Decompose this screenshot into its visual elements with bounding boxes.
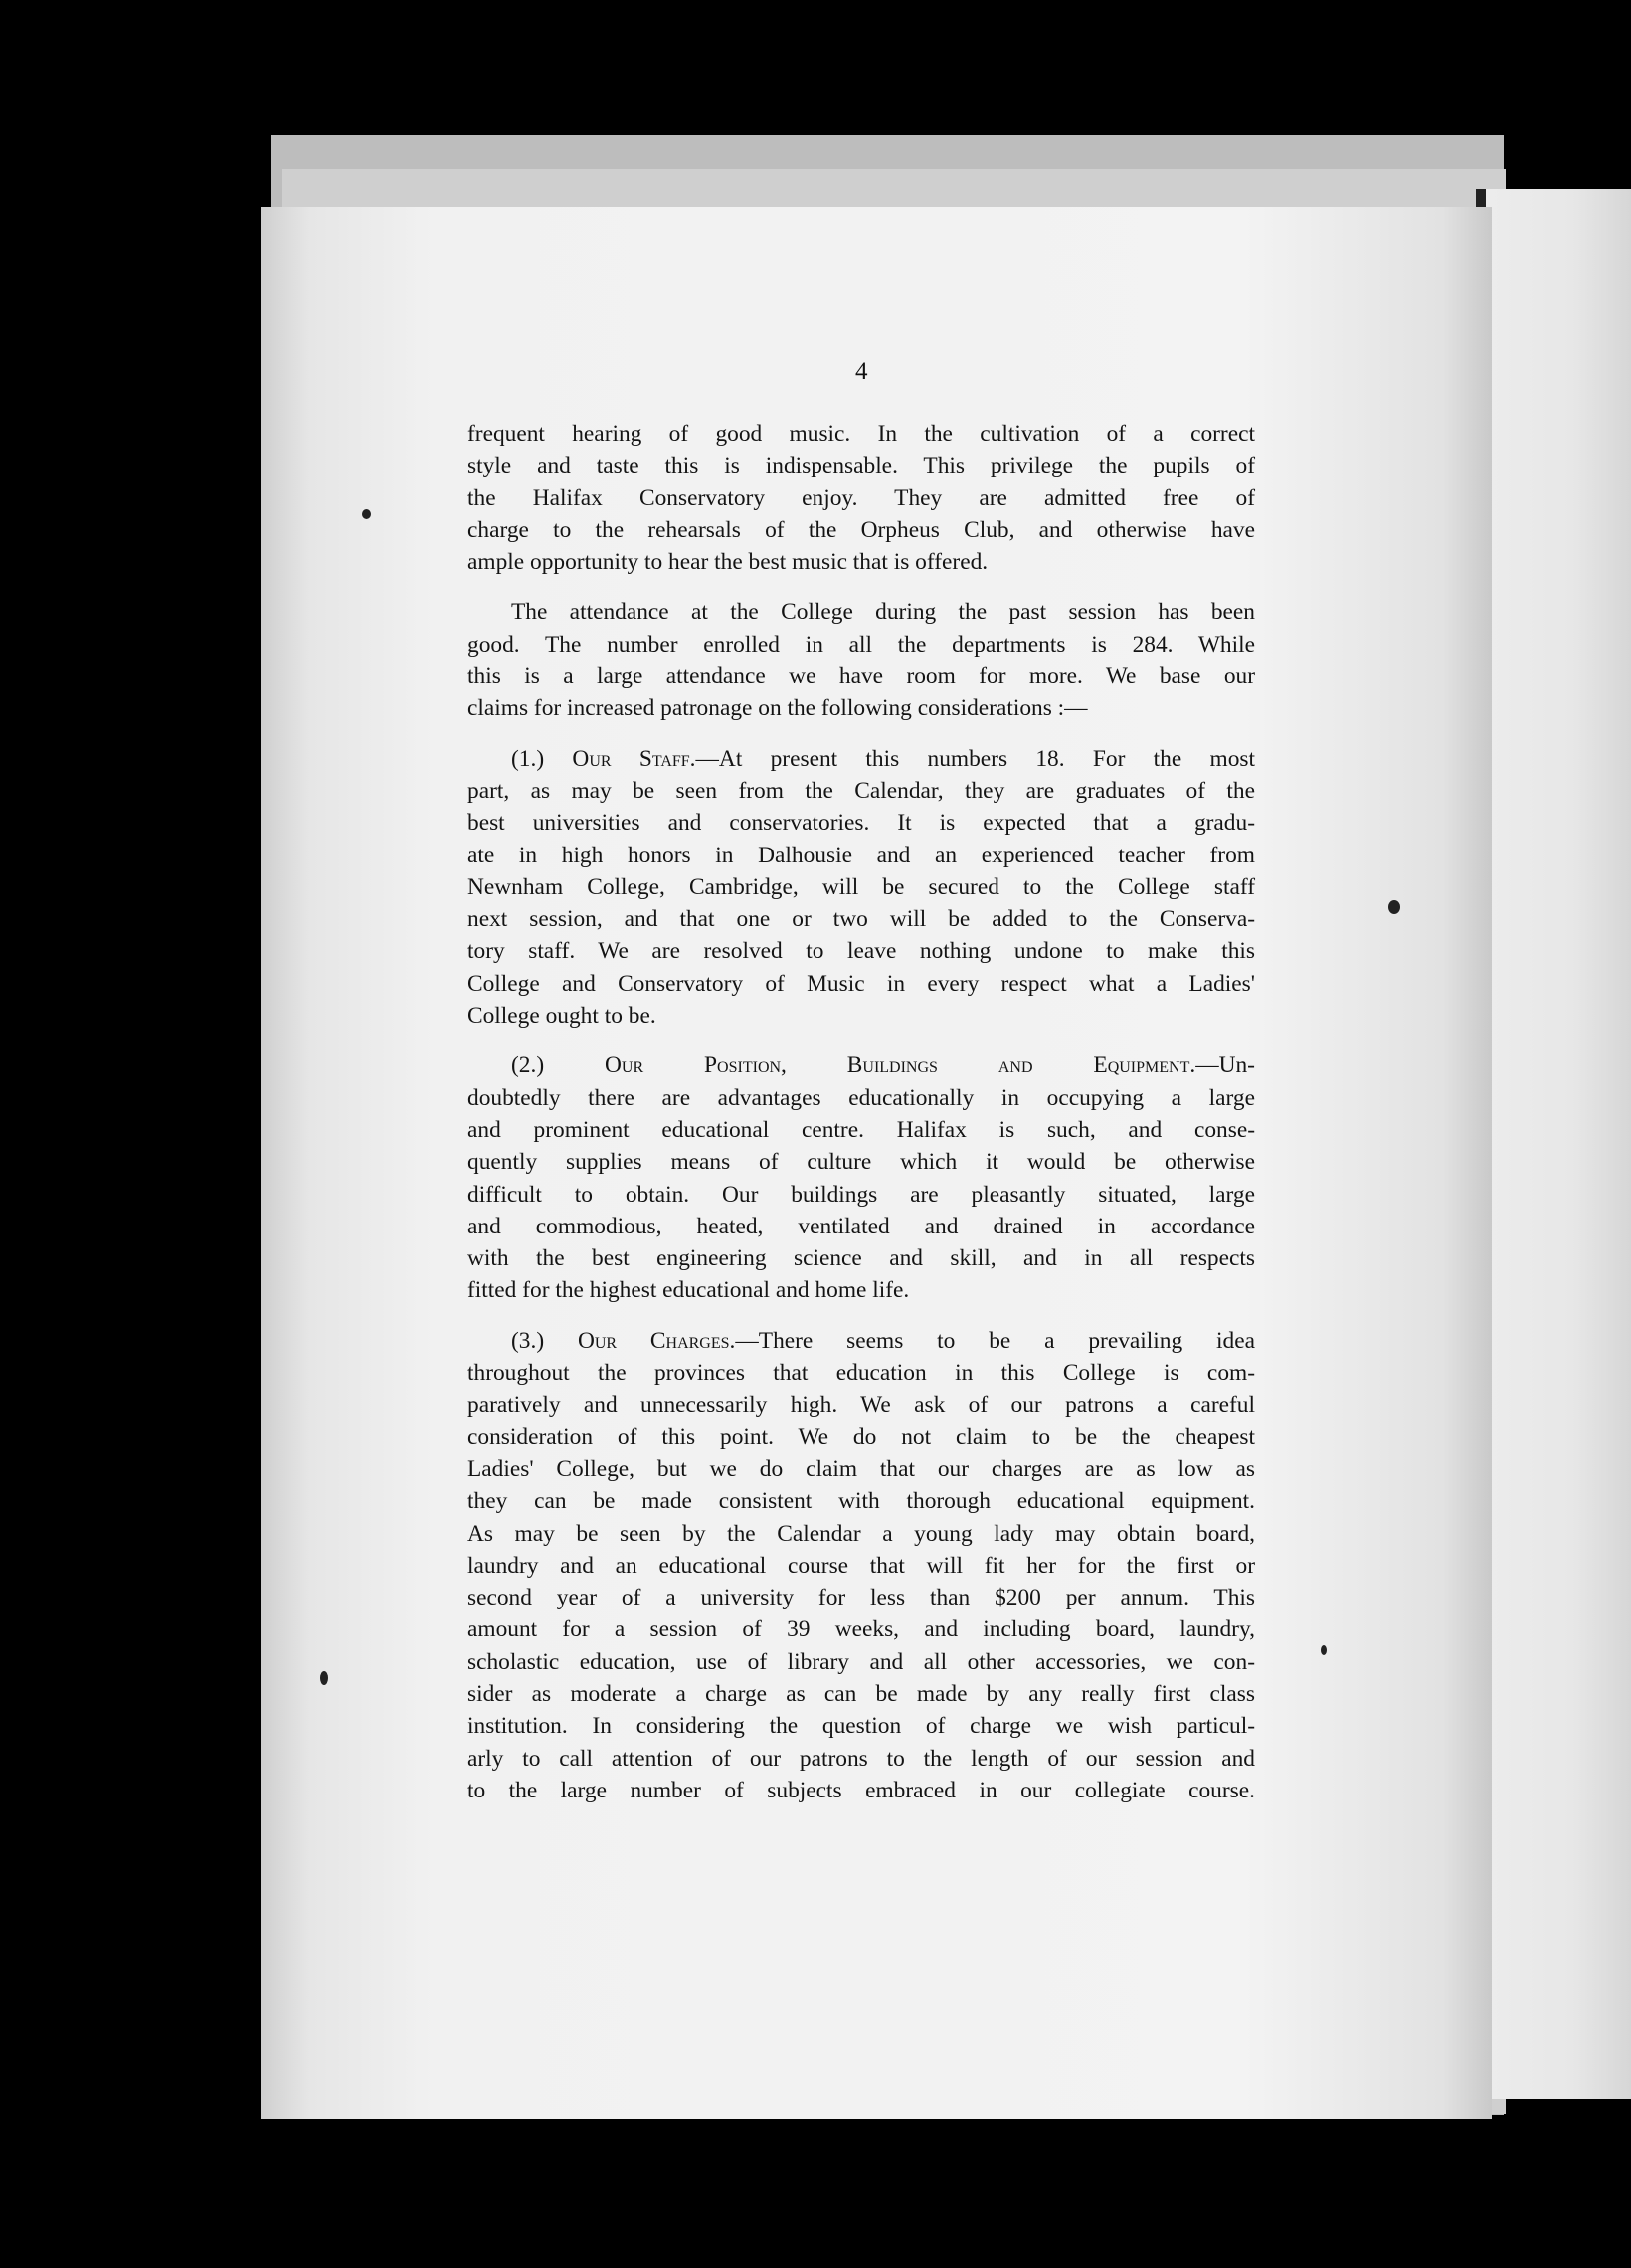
section-number: (2.) [511, 1052, 545, 1079]
body-text [467, 418, 1255, 1824]
text-line: claims for increased patronage on the following considerations :— [467, 695, 1088, 722]
text-line: doubtedly there are advantages educationally in occupying a large [467, 1084, 1255, 1111]
text-line: paratively and unnecessarily high. We ask of our patrons a careful [467, 1392, 1255, 1418]
paragraph-staff [467, 743, 1255, 1033]
text-line: second year of a university for less than $200 per annum. This [467, 1585, 1255, 1611]
paragraph-attendance [467, 596, 1255, 724]
text-line: College ought to be. [467, 1003, 656, 1030]
section-number: (1.) [511, 745, 545, 772]
text-line: to the large number of subjects embraced in our collegiate course. [467, 1777, 1255, 1803]
text-line: fitted for the highest educational and home life. [467, 1277, 910, 1304]
text-line: amount for a session of 39 weeks, and including board, laundry, [467, 1616, 1255, 1643]
text-segment: —At present this numbers 18. For the most [695, 745, 1255, 772]
text-line: consideration of this point. We do not claim to be the cheapest [467, 1423, 1255, 1450]
text-line: the Halifax Conservatory enjoy. They are admitted free of [467, 484, 1255, 511]
text-line: good. The number enrolled in all the departments is 284. While [467, 631, 1255, 658]
text-line: institution. In considering the question of charge we wish particul- [467, 1713, 1255, 1740]
text-line: ate in high honors in Dalhousie and an experienced teacher from [467, 842, 1255, 868]
text-line: throughout the provinces that education in this College is com- [467, 1360, 1255, 1387]
text-line: As may be seen by the Calendar a young lady may obtain board, [467, 1520, 1255, 1547]
ink-speck [1321, 1645, 1327, 1655]
text-line: and commodious, heated, ventilated and drained in accordance [467, 1213, 1255, 1239]
section-number: (3.) [511, 1327, 545, 1354]
text-line: tory staff. We are resolved to leave nothing undone to make this [467, 938, 1255, 965]
text-line: arly to call attention of our patrons to the length of our session and [467, 1745, 1255, 1772]
text-line: scholastic education, use of library and all other accessories, we con- [467, 1648, 1255, 1675]
text-line: Ladies' College, but we do claim that our charges are as low as [467, 1455, 1255, 1482]
text-line: College and Conservatory of Music in every respect what a Ladies' [467, 970, 1255, 997]
text-line: sider as moderate a charge as can be made by any really first class [467, 1680, 1255, 1707]
section-heading: Our Staff. [572, 745, 696, 772]
text-line: and prominent educational centre. Halifax is such, and conse- [467, 1116, 1255, 1143]
ink-speck [320, 1671, 328, 1685]
text-line: quently supplies means of culture which it would be otherwise [467, 1149, 1255, 1176]
text-segment: —Un- [1195, 1052, 1255, 1079]
paragraph-charges [467, 1325, 1255, 1806]
text-line [467, 1049, 1255, 1081]
facing-page [1486, 189, 1631, 2099]
text-line: frequent hearing of good music. In the cultivation of a correct [467, 421, 1255, 447]
text-line: The attendance at the College during the past session has been [511, 599, 1255, 626]
text-line: best universities and conservatories. It is expected that a gradu- [467, 810, 1255, 837]
text-line: difficult to obtain. Our buildings are pleasantly situated, large [467, 1181, 1255, 1208]
text-line [467, 743, 1255, 775]
text-line: style and taste this is indispensable. This privilege the pupils of [467, 453, 1255, 479]
section-heading: Our Position, Buildings and Equipment. [605, 1052, 1196, 1079]
text-line: part, as may be seen from the Calendar, they are graduates of the [467, 777, 1255, 804]
text-line: with the best engineering science and skill, and in all respects [467, 1245, 1255, 1272]
ink-speck [1388, 900, 1400, 914]
paragraph-position [467, 1049, 1255, 1306]
paragraph-intro [467, 418, 1255, 578]
text-line: this is a large attendance we have room for more. We base our [467, 663, 1255, 690]
ink-speck [362, 509, 371, 519]
text-line: they can be made consistent with thorough educational equipment. [467, 1488, 1255, 1515]
section-heading: Our Charges. [577, 1327, 736, 1354]
text-line: laundry and an educational course that will fit her for the first or [467, 1552, 1255, 1579]
text-line [467, 1325, 1255, 1357]
page-number: 4 [855, 358, 868, 385]
text-line: Newnham College, Cambridge, will be secured to the College staff [467, 873, 1255, 900]
text-line: charge to the rehearsals of the Orpheus Club, and otherwise have [467, 516, 1255, 543]
text-segment: —There seems to be a prevailing idea [735, 1327, 1255, 1354]
text-line: ample opportunity to hear the best music that is offered. [467, 549, 989, 576]
text-line: next session, and that one or two will be added to the Conserva- [467, 906, 1255, 933]
